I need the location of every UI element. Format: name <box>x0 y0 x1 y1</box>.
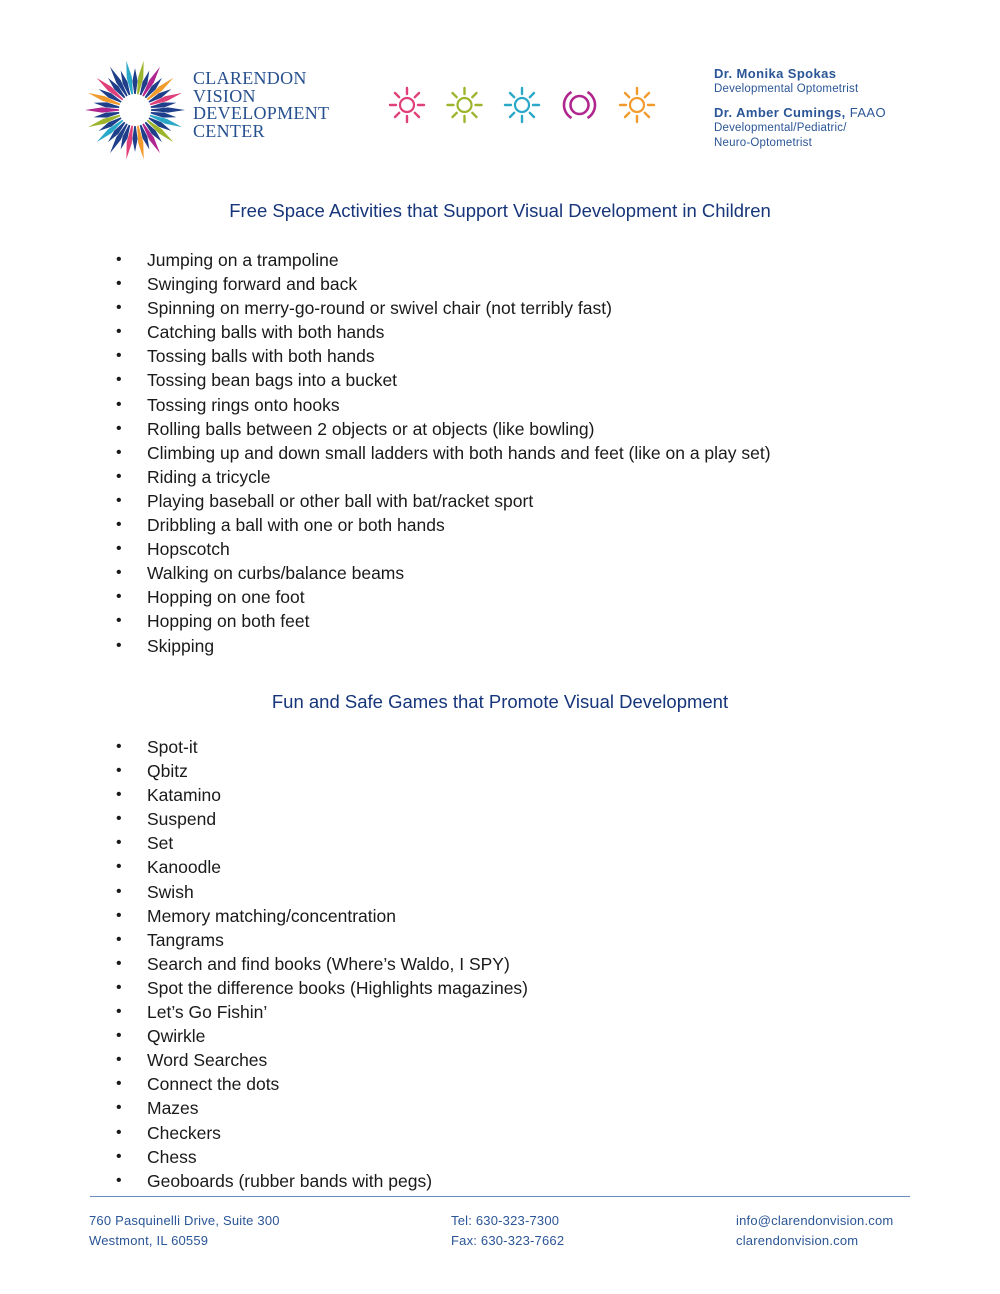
list-item-text: Jumping on a trampoline <box>147 250 339 270</box>
sun-icon <box>505 88 539 122</box>
list-item-text: Let’s Go Fishin’ <box>147 1002 268 1023</box>
bullet-icon: • <box>116 1051 122 1069</box>
list-item-text: Katamino <box>147 785 221 806</box>
list-item-text: Qbitz <box>147 761 188 782</box>
bullet-icon: • <box>116 467 122 485</box>
list-item <box>100 855 528 879</box>
email-link[interactable]: info@clarendonvision.com <box>736 1213 894 1228</box>
free-space-activities-list <box>100 248 771 658</box>
list-item <box>100 368 771 392</box>
bullet-icon: • <box>116 834 122 852</box>
sun-icon <box>448 88 482 122</box>
list-item <box>100 513 771 537</box>
bullet-icon: • <box>116 1027 122 1045</box>
footer-phone <box>451 1211 564 1251</box>
list-item <box>100 831 528 855</box>
doctor-title: Developmental/Pediatric/ <box>714 122 847 134</box>
list-item <box>100 759 528 783</box>
footer-contact <box>736 1211 893 1251</box>
list-item <box>100 807 528 831</box>
bullet-icon: • <box>116 1075 122 1093</box>
list-item <box>100 928 528 952</box>
list-item <box>100 609 771 633</box>
logo-ray <box>85 107 119 112</box>
organization-name <box>193 70 329 140</box>
bullet-icon: • <box>116 275 122 293</box>
bullet-icon: • <box>116 1147 122 1165</box>
bullet-icon: • <box>116 540 122 558</box>
list-item-text: Tangrams <box>147 929 224 950</box>
fax-number: Fax: 630-323-7662 <box>451 1233 565 1248</box>
list-item <box>100 634 771 658</box>
list-item-text: Swish <box>147 881 194 902</box>
org-name-line: VISION <box>193 85 256 106</box>
doctor-title: Neuro-Optometrist <box>714 137 812 149</box>
list-item <box>100 783 528 807</box>
list-item-text: Riding a tricycle <box>147 466 271 487</box>
bullet-icon: • <box>116 762 122 780</box>
list-item <box>100 489 771 513</box>
list-item <box>100 880 528 904</box>
list-item <box>100 1024 528 1048</box>
bullet-icon: • <box>116 516 122 534</box>
list-item-text: Mazes <box>147 1098 199 1119</box>
list-item <box>100 417 771 441</box>
games-list <box>100 735 528 1193</box>
list-item <box>100 561 771 585</box>
list-item <box>100 976 528 1000</box>
list-item-text: Hopscotch <box>147 539 230 560</box>
list-item <box>100 465 771 489</box>
bullet-icon: • <box>116 882 122 900</box>
list-item-text: Tossing balls with both hands <box>147 346 375 367</box>
list-item <box>100 1145 528 1169</box>
list-item-text: Walking on curbs/balance beams <box>147 563 405 584</box>
list-item <box>100 296 771 320</box>
list-item-text: Spot the difference books (Highlights magazines) <box>147 977 529 998</box>
bullet-icon: • <box>116 588 122 606</box>
list-item-text: Tossing rings onto hooks <box>147 394 340 415</box>
list-item-text: Suspend <box>147 809 217 830</box>
list-item-text: Rolling balls between 2 objects or at objects (like bowling) <box>147 418 595 439</box>
list-item <box>100 952 528 976</box>
bullet-icon: • <box>116 419 122 437</box>
section-heading-free-space: Free Space Activities that Support Visual Development in Children <box>229 200 771 221</box>
list-item <box>100 248 771 272</box>
bullet-icon: • <box>116 251 122 268</box>
bullet-icon: • <box>116 323 122 341</box>
list-item-text: Search and find books (Where’s Waldo, I SPY) <box>147 953 510 974</box>
bullet-icon: • <box>116 636 122 654</box>
address-line: Westmont, IL 60559 <box>89 1233 209 1248</box>
list-item <box>100 272 771 296</box>
bullet-icon: • <box>116 347 122 365</box>
sun-icon <box>390 88 424 122</box>
list-item-text: Swinging forward and back <box>147 274 358 295</box>
list-item-text: Hopping on both feet <box>147 611 310 632</box>
list-item-text: Qwirkle <box>147 1026 206 1047</box>
list-item-text: Checkers <box>147 1122 221 1143</box>
doctor-title: Developmental Optometrist <box>714 83 859 95</box>
list-item-text: Catching balls with both hands <box>147 322 385 343</box>
list-item-text: Set <box>147 833 174 854</box>
bullet-icon: • <box>116 786 122 804</box>
footer-address <box>89 1211 280 1251</box>
org-name-line: CENTER <box>193 120 265 141</box>
phone-number: Tel: 630-323-7300 <box>451 1213 560 1228</box>
doctor-name <box>714 66 886 82</box>
bullet-icon: • <box>116 491 122 509</box>
bullet-icon: • <box>116 299 122 317</box>
list-item-text: Memory matching/concentration <box>147 905 396 926</box>
list-item <box>100 344 771 368</box>
address-line: 760 Pasquinelli Drive, Suite 300 <box>89 1213 280 1228</box>
clarendon-logo-icon <box>80 55 190 165</box>
sun-icons-row <box>386 84 658 128</box>
list-item-text: Dribbling a ball with one or both hands <box>147 515 445 536</box>
bullet-icon: • <box>116 930 122 948</box>
doctor-name-text: Dr. Amber Cumings, <box>714 105 846 120</box>
list-item <box>100 1096 528 1120</box>
bullet-icon: • <box>116 954 122 972</box>
bullet-icon: • <box>116 1003 122 1021</box>
list-item-text: Climbing up and down small ladders with both hands and feet (like on a play set) <box>147 442 771 463</box>
list-item-text: Playing baseball or other ball with bat/racket sport <box>147 490 534 511</box>
list-item <box>100 537 771 561</box>
list-item-text: Spinning on merry-go-round or swivel chair (not terribly fast) <box>147 298 612 319</box>
bullet-icon: • <box>116 858 122 876</box>
list-item-text: Chess <box>147 1146 197 1167</box>
bullet-icon: • <box>116 612 122 630</box>
sun-icon <box>564 92 595 118</box>
letterhead <box>0 0 1000 170</box>
logo-ray <box>132 68 137 94</box>
website-link[interactable]: clarendonvision.com <box>736 1233 859 1248</box>
list-item <box>100 393 771 417</box>
list-item-text: Word Searches <box>147 1050 268 1071</box>
list-item-text: Connect the dots <box>147 1074 280 1095</box>
list-item <box>100 585 771 609</box>
bullet-icon: • <box>116 1123 122 1141</box>
doctor-name-text: Dr. Monika Spokas <box>714 66 837 81</box>
section-heading-games: Fun and Safe Games that Promote Visual Development <box>271 691 729 712</box>
list-item-text: Kanoodle <box>147 857 221 878</box>
bullet-icon: • <box>116 564 122 582</box>
list-item <box>100 1048 528 1072</box>
list-item <box>100 1121 528 1145</box>
list-item <box>100 1000 528 1024</box>
list-item-text: Skipping <box>147 635 215 656</box>
doctor-credential: FAAO <box>849 105 886 120</box>
bullet-icon: • <box>116 1171 122 1189</box>
list-item <box>100 1169 528 1193</box>
list-item <box>100 441 771 465</box>
list-item <box>100 1072 528 1096</box>
footer-divider <box>90 1196 910 1197</box>
list-item-text: Hopping on one foot <box>147 587 305 608</box>
logo-ray <box>132 126 137 152</box>
bullet-icon: • <box>116 738 122 755</box>
bullet-icon: • <box>116 978 122 996</box>
bullet-icon: • <box>116 906 122 924</box>
bullet-icon: • <box>116 395 122 413</box>
list-item-text: Tossing bean bags into a bucket <box>147 370 398 391</box>
list-item <box>100 735 528 759</box>
bullet-icon: • <box>116 1099 122 1117</box>
bullet-icon: • <box>116 371 122 389</box>
org-name-line: CLARENDON <box>193 68 307 88</box>
logo-ray <box>151 107 185 112</box>
list-item <box>100 904 528 928</box>
org-name-line: DEVELOPMENT <box>193 103 330 123</box>
bullet-icon: • <box>116 810 122 828</box>
bullet-icon: • <box>116 443 122 461</box>
sun-icon <box>620 88 654 122</box>
doctors-block <box>714 66 886 151</box>
doctor-name <box>714 105 886 121</box>
list-item-text: Spot-it <box>147 737 198 757</box>
list-item-text: Geoboards (rubber bands with pegs) <box>147 1170 433 1191</box>
list-item <box>100 320 771 344</box>
